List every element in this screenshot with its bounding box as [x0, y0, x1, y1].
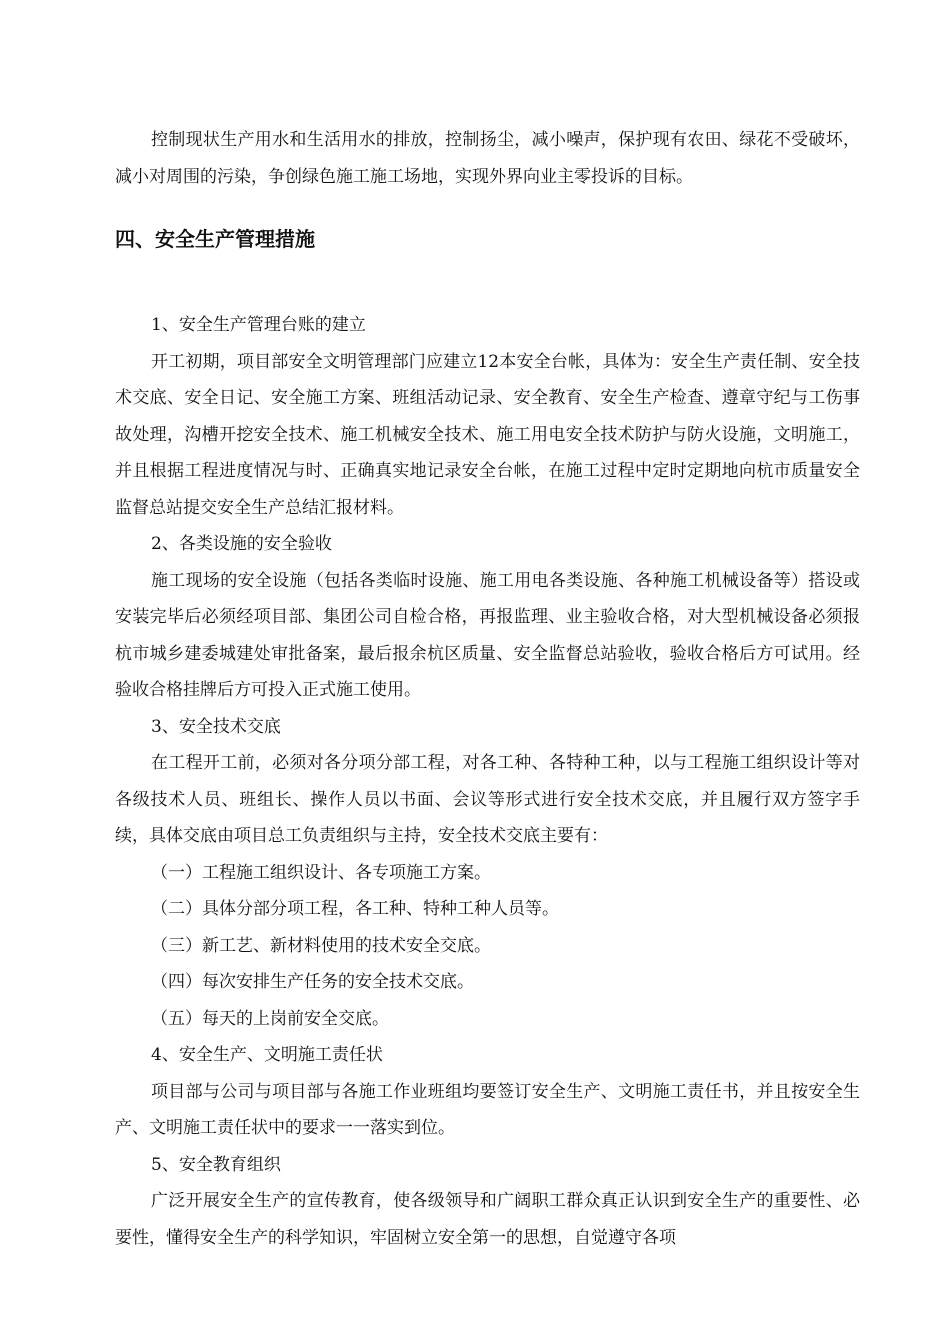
list-item: （二）具体分部分项工程，各工种、特种工种人员等。: [151, 899, 559, 919]
item-2-body: 施工现场的安全设施（包括各类临时设施、施工用电各类设施、各种施工机械设备等）搭设或安装完毕后必须经项目部、集团公司自检合格，再报监理、业主验收合格，对大型机械设备必须报杭市城乡建委城建处审批备案，最后报余杭区质量、安全监督总站验收，验收合格后方可试用。经验收合格挂牌后方可投入正式施工使用。: [115, 570, 860, 700]
intro-paragraph: 控制现状生产用水和生活用水的排放，控制扬尘，减小噪声，保护现有农田、绿花不受破坏，减小对周围的污染，争创绿色施工施工场地，实现外界向业主零投诉的目标。: [115, 130, 860, 187]
list-item: （三）新工艺、新材料使用的技术安全交底。: [151, 935, 491, 956]
document-body: [115, 122, 860, 1256]
item-4-body: 项目部与公司与项目部与各施工作业班组均要签订安全生产、文明施工责任书，并且按安全生产、文明施工责任状中的要求一一落实到位。: [115, 1081, 860, 1138]
item-3-title: 3、安全技术交底: [151, 716, 281, 737]
list-item: （四）每次安排生产任务的安全技术交底。: [151, 972, 474, 992]
list-item: （一）工程施工组织设计、各专项施工方案。: [151, 862, 491, 883]
section-heading: 四、安全生产管理措施: [115, 227, 315, 251]
item-5-body: 广泛开展安全生产的宣传教育，使各级领导和广阔职工群众真正认识到安全生产的重要性、必要性，懂得安全生产的科学知识，牢固树立安全第一的思想，自觉遵守各项: [115, 1191, 860, 1248]
item-1-body: 开工初期，项目部安全文明管理部门应建立12本安全台帐，具体为：安全生产责任制、安全技术交底、安全日记、安全施工方案、班组活动记录、安全教育、安全生产检查、遵章守纪与工伤事故处理，沟槽开挖安全技术、施工机械安全技术、施工用电安全技术防护与防火设施，文明施工，并且根据工程进度情况与时、正确真实地记录安全台帐，在施工过程中定时定期地向杭市质量安全监督总站提交安全生产总结汇报材料。: [115, 351, 860, 518]
list-item: （五）每天的上岗前安全交底。: [151, 1008, 389, 1029]
item-4-title: 4、安全生产、文明施工责任状: [151, 1045, 383, 1065]
item-2-title: 2、各类设施的安全验收: [151, 534, 332, 554]
item-3-body: 在工程开工前，必须对各分项分部工程，对各工种、各特种工种，以与工程施工组织设计等对各级技术人员、班组长、操作人员以书面、会议等形式进行安全技术交底，并且履行双方签字手续，具体交底由项目总工负责组织与主持，安全技术交底主要有：: [115, 753, 860, 846]
item-1-title: 1、安全生产管理台账的建立: [151, 315, 366, 335]
item-5-title: 5、安全教育组织: [151, 1154, 281, 1175]
